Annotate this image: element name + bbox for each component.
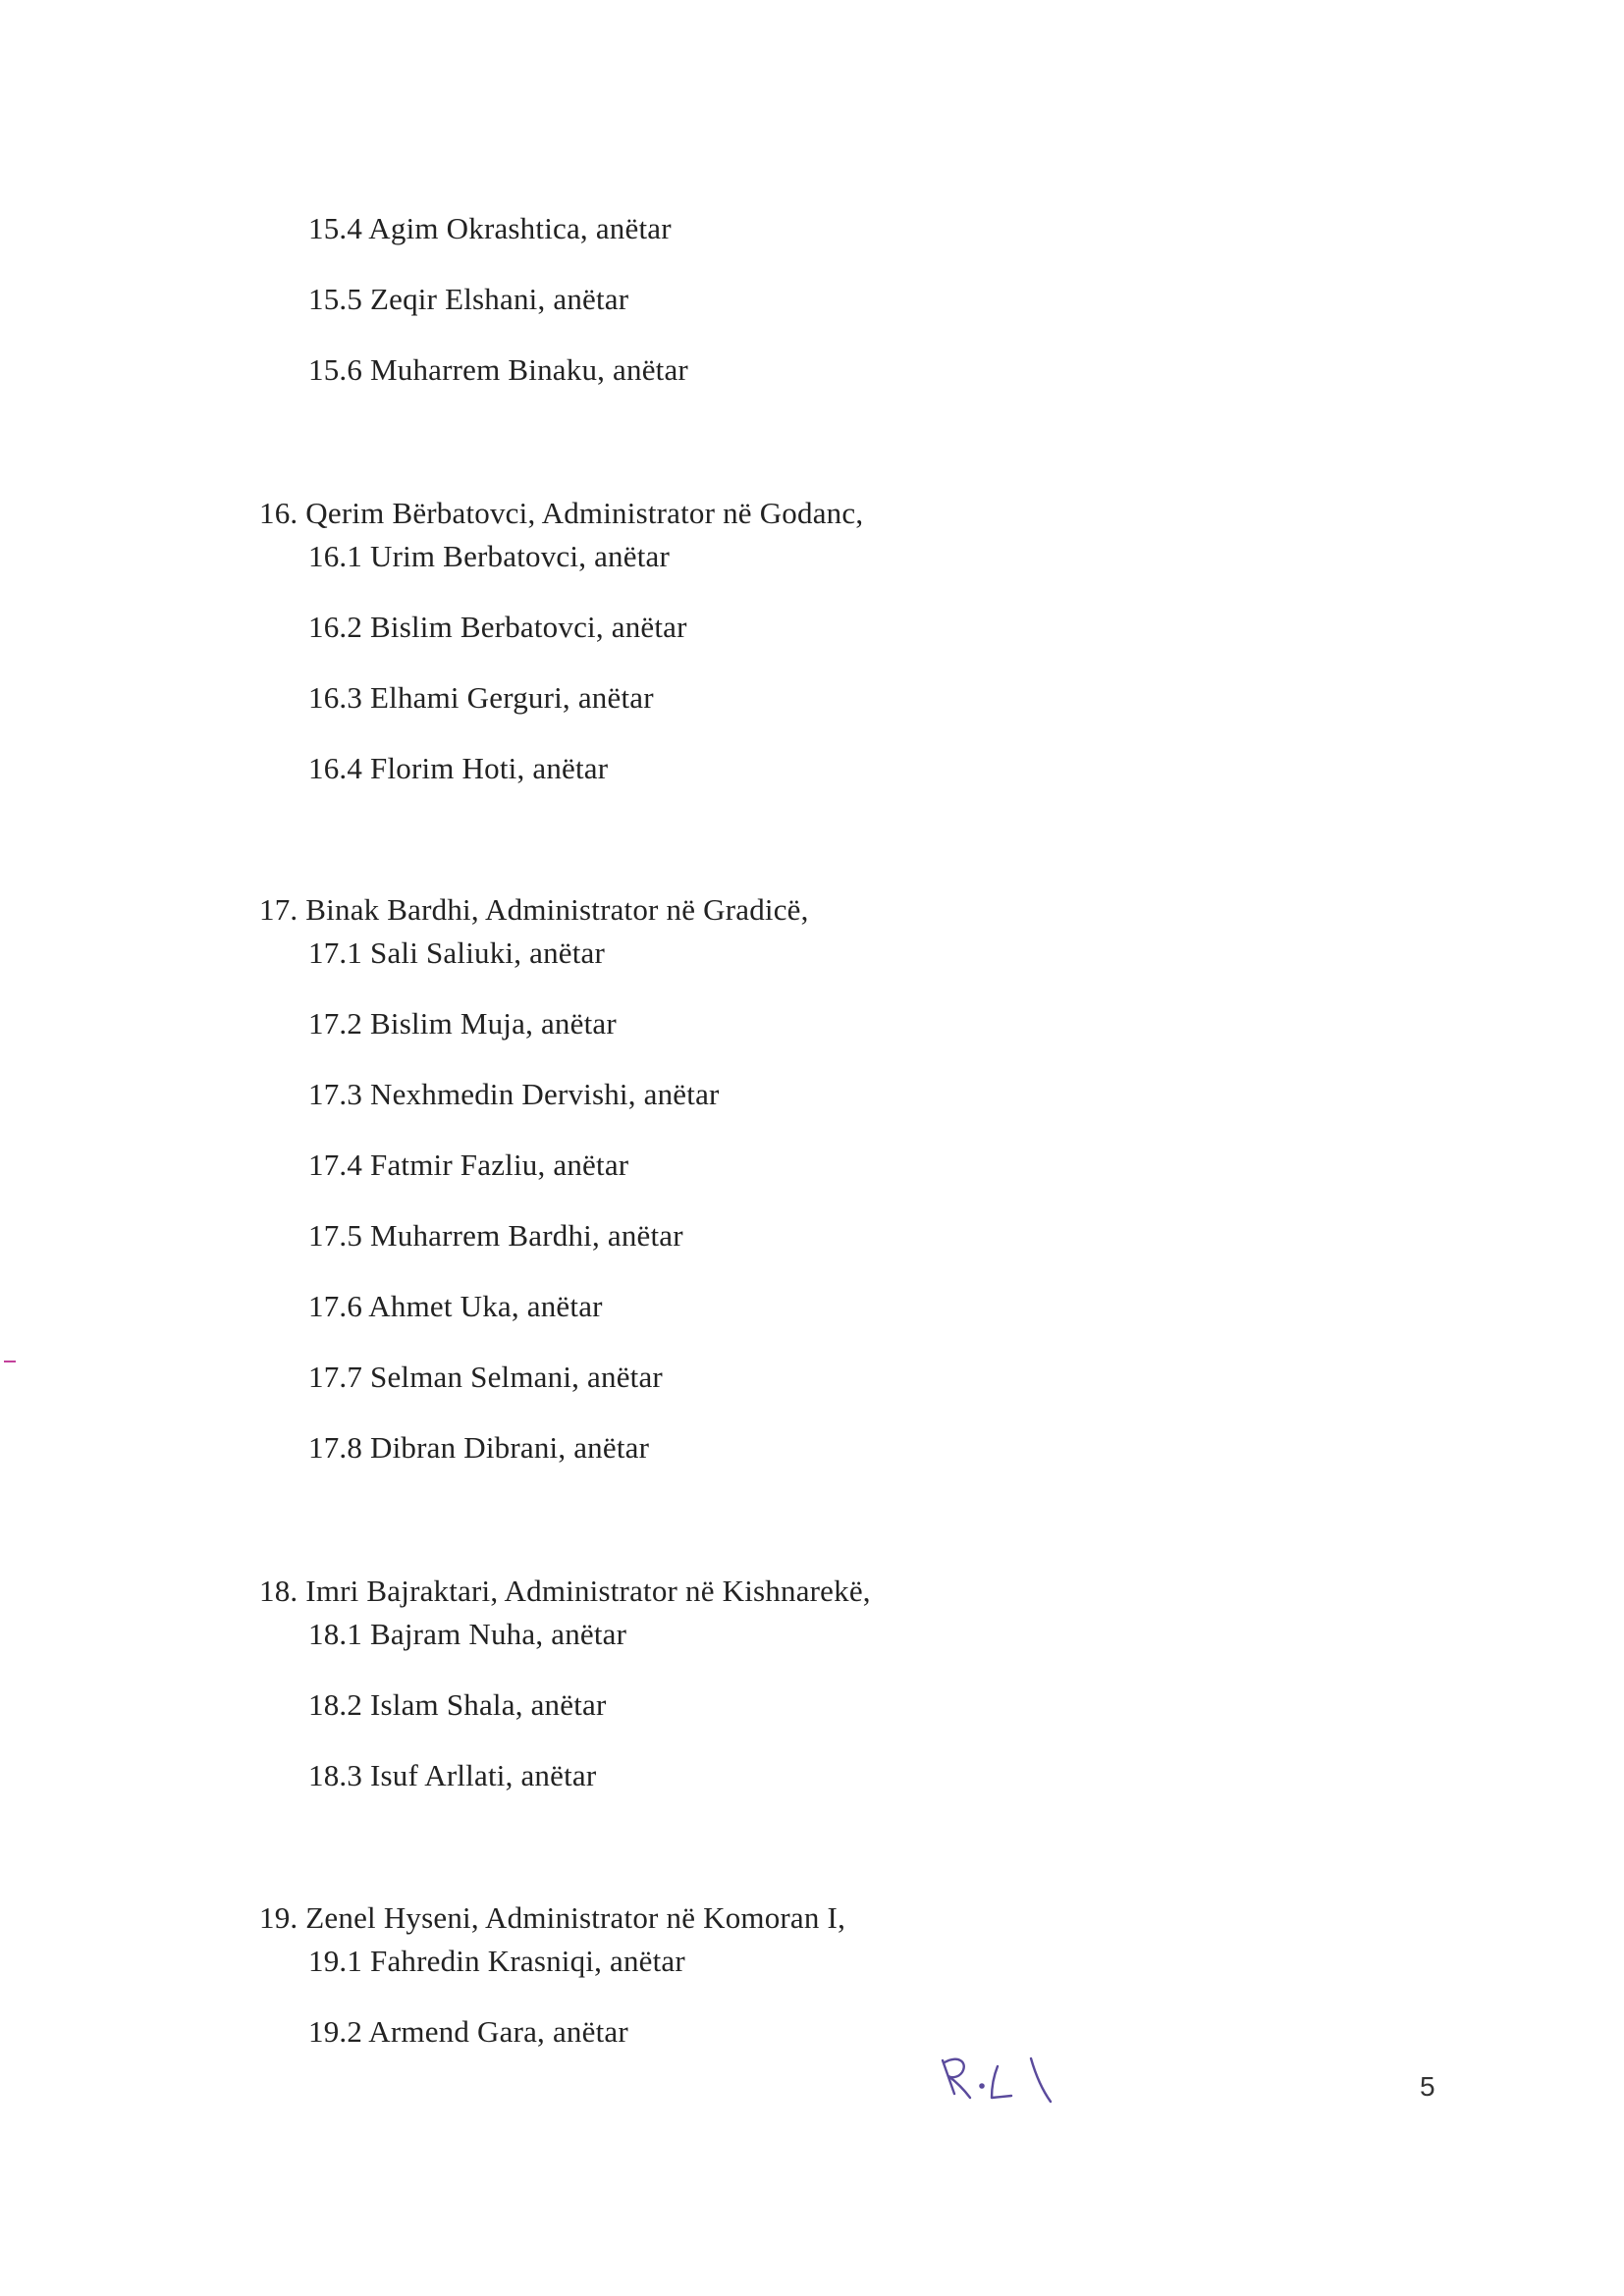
list-item: 17.2 Bislim Muja, anëtar	[308, 1006, 617, 1041]
margin-mark	[4, 1361, 16, 1362]
list-item: 17.4 Fatmir Fazliu, anëtar	[308, 1148, 629, 1182]
list-item: 17.1 Sali Saliuki, anëtar	[308, 935, 606, 970]
list-item: 19.1 Fahredin Krasniqi, anëtar	[308, 1944, 685, 1978]
list-item: 17.8 Dibran Dibrani, anëtar	[308, 1430, 650, 1465]
list-item: 15.6 Muharrem Binaku, anëtar	[308, 352, 688, 387]
list-item: 17.5 Muharrem Bardhi, anëtar	[308, 1218, 683, 1253]
page-number: 5	[1420, 2071, 1435, 2102]
list-item: 19.2 Armend Gara, anëtar	[308, 2014, 628, 2049]
list-item: 16.3 Elhami Gerguri, anëtar	[308, 680, 654, 715]
list-item: 17.6 Ahmet Uka, anëtar	[308, 1289, 603, 1323]
handwritten-initials-mark	[933, 2047, 1060, 2115]
section-heading: 17. Binak Bardhi, Administrator në Gradicë,	[259, 892, 809, 927]
section-heading: 18. Imri Bajraktari, Administrator në Kishnarekë,	[259, 1574, 871, 1608]
list-item: 17.3 Nexhmedin Dervishi, anëtar	[308, 1077, 720, 1111]
list-item: 16.4 Florim Hoti, anëtar	[308, 751, 609, 785]
list-item: 15.4 Agim Okrashtica, anëtar	[308, 211, 672, 245]
list-item: 18.1 Bajram Nuha, anëtar	[308, 1617, 627, 1651]
list-item: 17.7 Selman Selmani, anëtar	[308, 1360, 663, 1394]
list-item: 16.2 Bislim Berbatovci, anëtar	[308, 610, 687, 644]
list-item: 18.3 Isuf Arllati, anëtar	[308, 1758, 597, 1792]
list-item: 18.2 Islam Shala, anëtar	[308, 1687, 607, 1722]
list-item: 15.5 Zeqir Elshani, anëtar	[308, 282, 629, 316]
section-heading: 16. Qerim Bërbatovci, Administrator në Godanc,	[259, 496, 864, 530]
list-item: 16.1 Urim Berbatovci, anëtar	[308, 539, 671, 573]
section-heading: 19. Zenel Hyseni, Administrator në Komoran I,	[259, 1900, 846, 1935]
